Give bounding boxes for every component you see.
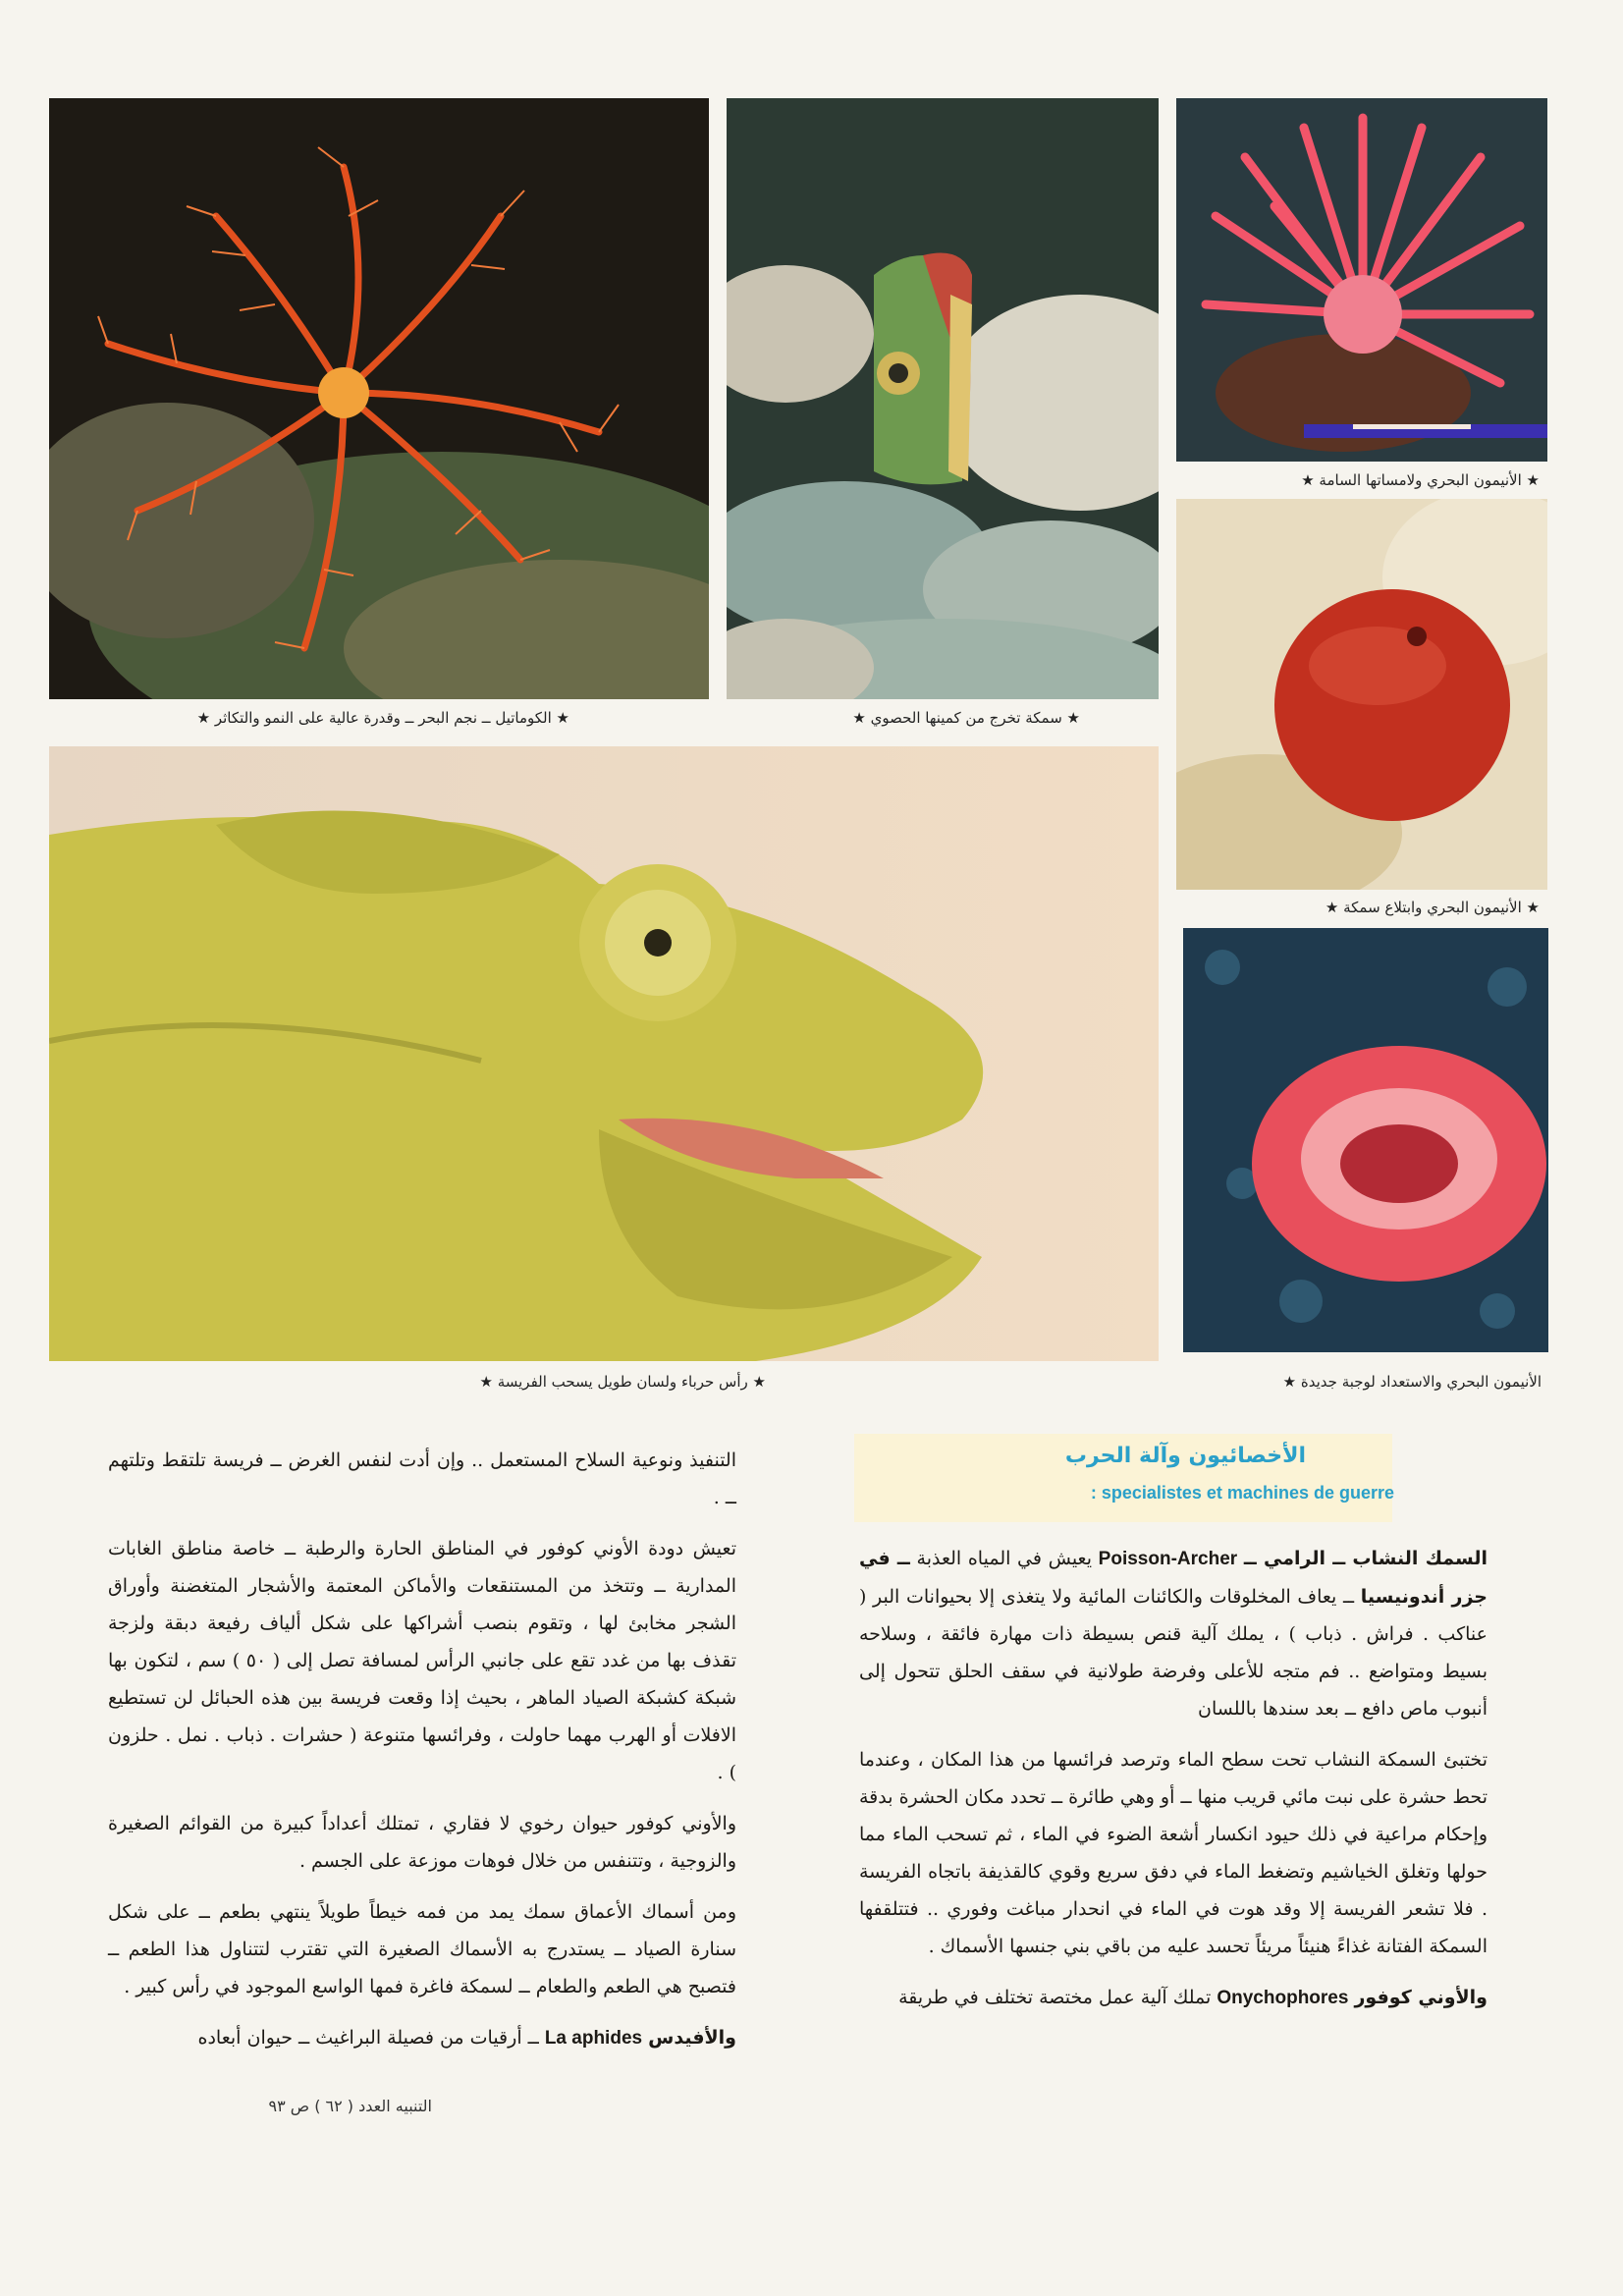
aphides-lead: والأفيدس	[648, 2027, 736, 2049]
aphides-latin: La aphides	[544, 2028, 643, 2049]
photo-anemone-swallow	[1176, 499, 1547, 890]
section-title-ar: الأخصائيون وآلة الحرب	[1064, 1444, 1306, 1468]
caption-fish-pebbles: ★ سمكة تخرج من كمينها الحصوي ★	[852, 709, 1080, 727]
photo-chameleon	[49, 746, 1159, 1361]
archer-fish-text2: ــ يعاف المخلوقات والكائنات المائية ولا يتغذى إلا بحيوانات البر ( عناكب . فراش . ذباب ) ، يملك آلية قنص بسيطة ذات مهارة فائقة ، وسلاحه بسيط ومتواضع .. فم متجه للأعلى وفرضة طولانية في سقف الحلق تتحول إلى أنبوب ماص دافع ــ بعد سندها باللسان	[859, 1586, 1488, 1720]
archer-fish-lead2: ــ في جزر أندونيسيا	[859, 1548, 1488, 1608]
caption-comatulid: ★ الكوماتيل ــ نجم البحر ــ وقدرة عالية على النمو والتكاثر ★	[196, 709, 569, 727]
paragraph-angler-fish: ومن أسماك الأعماق سمك يمد من فمه خيطاً طويلاً ينتهي بطعم ــ على شكل سنارة الصياد ــ يستدرج به الأسماك الصغيرة التي تقترب لتتناول هذا الطعم ــ فتصبح هي الطعم والطعام ــ لسمكة فاغرة فمها الواسع الموجود في رأس كبير .	[108, 1901, 736, 1997]
archer-fish-latin: Poisson-Archer	[1098, 1549, 1238, 1569]
paragraph-archer-fish	[859, 1540, 1488, 1727]
onychophores-lead: والأوني كوفور	[1354, 1987, 1488, 2008]
paragraph-execution: التنفيذ ونوعية السلاح المستعمل .. وإن أدت لنفس الغرض ــ فريسة تلتقط وتلتهم ــ .	[108, 1449, 736, 1508]
photo-comatulid	[49, 98, 709, 699]
photo-anemone-ready	[1183, 928, 1548, 1352]
caption-chameleon: ★ رأس حرباء ولسان طويل يسحب الفريسة ★	[479, 1373, 766, 1391]
caption-anemone-swallow: ★ الأنيمون البحري وابتلاع سمكة ★	[1325, 899, 1540, 916]
caption-anemone-tentacles: ★ الأنيمون البحري ولامساتها السامة ★	[1301, 471, 1540, 489]
photo-fish-pebbles	[727, 98, 1159, 699]
paragraph-onychophora-body: والأوني كوفور حيوان رخوي لا فقاري ، تمتلك أعداداً كبيرة من القوائم الصغيرة والزوجية ، وتتنفس من خلال فوهات موزعة على الجسم .	[108, 1813, 736, 1872]
paragraph-onychophora-habitat: تعيش دودة الأوني كوفور في المناطق الحارة والرطبة ــ خاصة مناطق الغابات المدارية ــ وتتخذ من المستنقعات والأماكن المعتمة والأشجار المتغضنة وأوراق الشجر مخابئ لها ، وتقوم بنصب أشراكها على شكل ألياف رفيعة دبقة ولزجة تقذف بها من غدد تقع على جانبي الرأس لمسافة تصل إلى ( ٥٠ ) سم ، لتكون بها شبكة كشبكة الصياد الماهر ، بحيث إذا وقعت فريسة بين هذه الحبائل لن تستطيع الافلات أو الهرب مهما حاولت ، وفرائسها متنوعة ( حشرات . ذباب . نمل . حلزون ) .	[108, 1538, 737, 1783]
archer-fish-text1: يعيش في المياه العذبة	[916, 1548, 1093, 1569]
archer-fish-lead: السمك النشاب ــ الرامي ــ	[1243, 1548, 1488, 1569]
paragraph-aphides	[108, 2019, 736, 2057]
onychophores-text: تملك آلية عمل مختصة تختلف في طريقة	[898, 1987, 1212, 2008]
article-left-column	[108, 1442, 736, 2071]
aphides-text: ــ أرقيات من فصيلة البراغيث ــ حيوان أبعاده	[197, 2027, 539, 2049]
page-footer: التنبيه العدد ( ٦٢ ) ص ٩٣	[268, 2097, 432, 2115]
onychophores-latin: Onychophores	[1217, 1988, 1349, 2008]
paragraph-onychophores	[859, 1979, 1488, 2017]
section-title-fr: : specialistes et machines de guerre	[1090, 1483, 1394, 1503]
photo-anemone-tentacles	[1176, 98, 1547, 462]
article-right-column	[859, 1540, 1488, 2031]
paragraph-archer-hunting: تختبئ السمكة النشاب تحت سطح الماء وترصد فرائسها من هذا المكان ، وعندما تحط حشرة على نبت مائي قريب منها ــ أو وهي طائرة ــ تحدد مكان الحشرة بدقة وإحكام مراعية في ذلك حيود انكسار أشعة الضوء في الماء ، ثم تسحب الماء مما حولها وتغلق الخياشيم وتضغط الماء في دفق سريع وقوي كالقذيفة باتجاه الفريسة . فلا تشعر الفريسة إلا وقد هوت في الماء في انحدار مباغت وفوري .. فتتلقفها السمكة الفتانة غذاءً هنيئاً مريئاً تحسد عليه من باقي بني جنسها الأسماك .	[859, 1749, 1488, 1957]
caption-anemone-ready: الأنيمون البحري والاستعداد لوجبة جديدة ★	[1282, 1373, 1542, 1391]
